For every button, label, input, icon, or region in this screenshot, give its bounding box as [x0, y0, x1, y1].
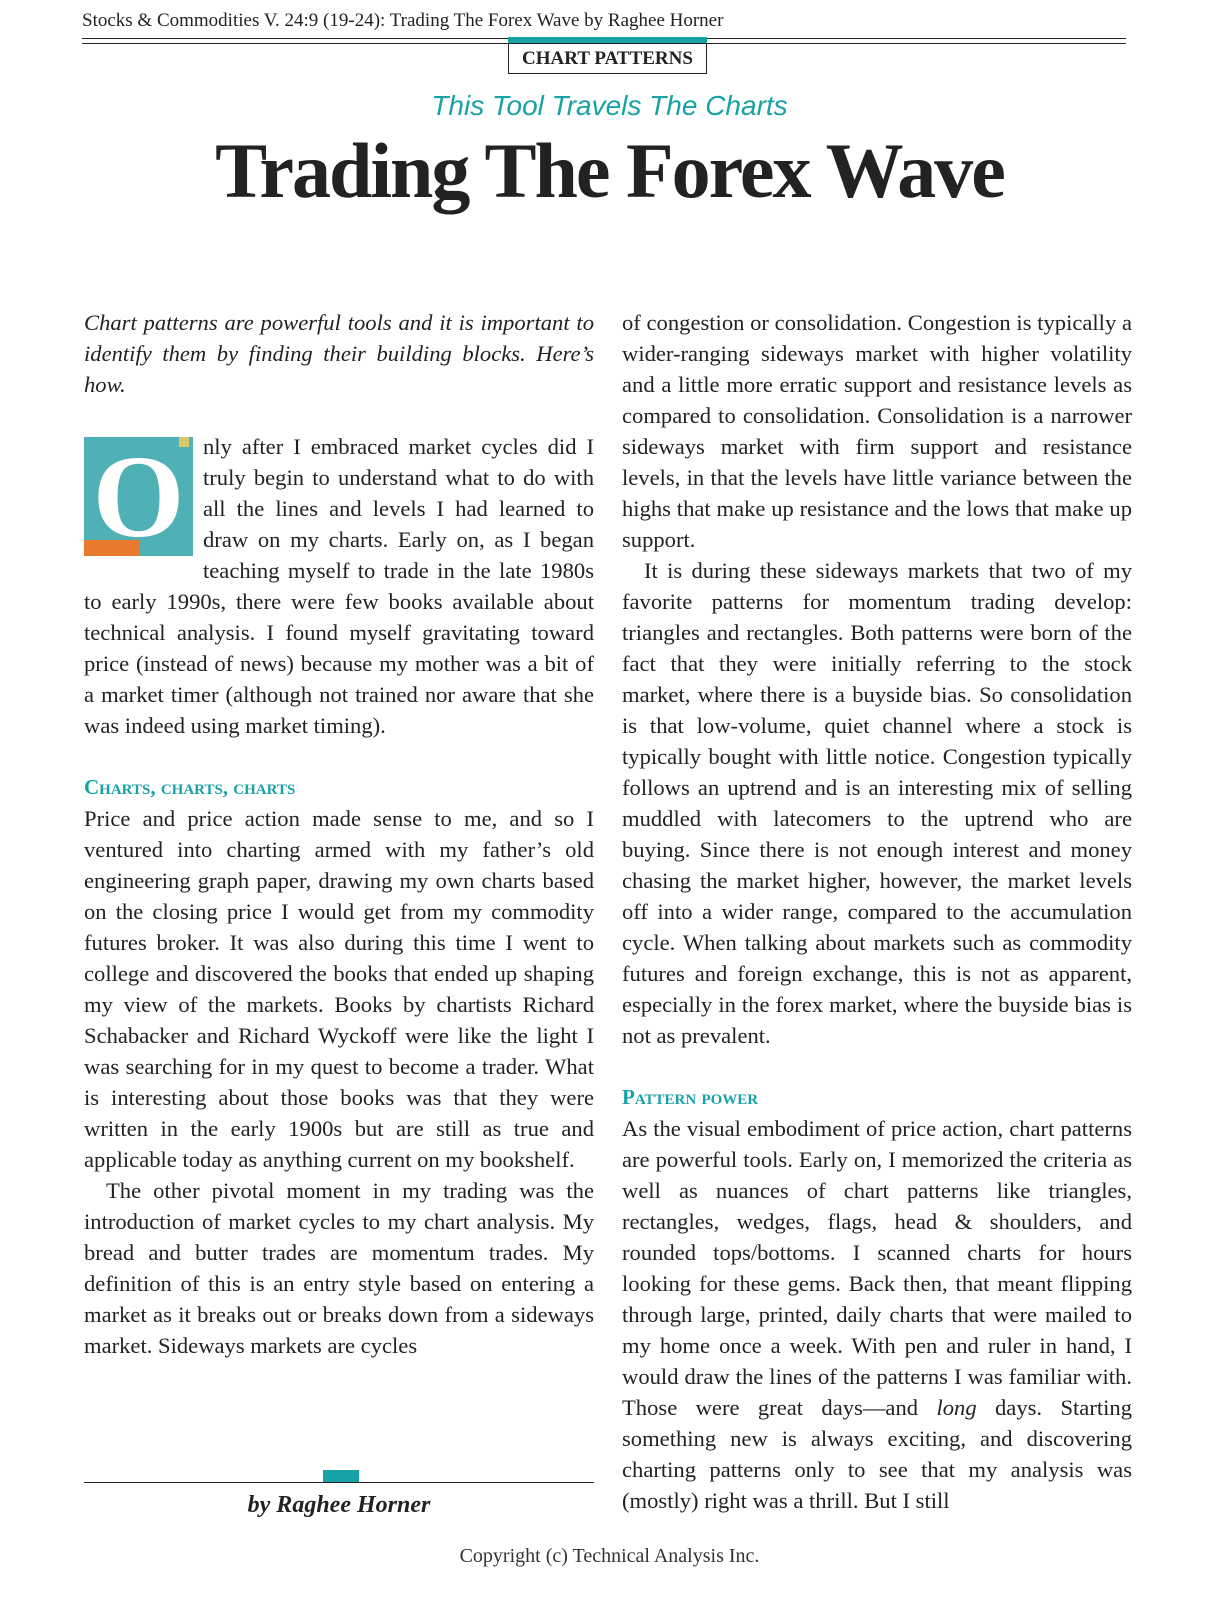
article-title: Trading The Forex Wave — [215, 127, 1004, 214]
body-paragraph — [622, 1113, 1132, 1516]
left-column — [84, 307, 594, 1361]
section-label: CHART PATTERNS — [508, 43, 707, 74]
right-column — [622, 307, 1132, 1516]
byline-rule — [84, 1482, 594, 1483]
body-paragraph: It is during these sideways markets that two of my favorite patterns for momentum trading develop: triangles and rectangles. Both patterns were born of the fact that they were initially referring to the stock market, where there is a buyside bias. So consolidation is that low-volume, quiet channel where a stock is typically bought with little notice. Congestion typically follows an uptrend and is an interesting mix of selling muddled with latecomers to the uptrend who are buying. Since there is not enough interest and money chasing the market higher, however, the market levels off into a wider range, compared to the accumulation cycle. When talking about markets such as commodity futures and foreign exchange, this is not as apparent, especially in the forex market, where the buyside bias is not as prevalent. — [622, 558, 1132, 1048]
drop-cap — [84, 437, 193, 556]
body-paragraph: The other pivotal moment in my trading was the introduction of market cycles to my chart analysis. My bread and butter trades are momentum trades. My definition of this is an entry style based on entering a market as it breaks out or breaks down from a sideways market. Sideways markets are cycles — [84, 1178, 594, 1358]
body-paragraph: of congestion or consolidation. Congestion is typically a wider-ranging sideways market with higher volatility and a little more erratic support and resistance levels as compared to consolidation. Consolidation is a narrower sideways market with firm support and resistance levels, in that the levels have little variance between the highs that make up resistance and the lows that make up support. — [622, 310, 1132, 552]
byline-accent-mark — [323, 1470, 359, 1482]
drop-cap-letter: O — [92, 437, 185, 556]
running-head: Stocks & Commodities V. 24:9 (19-24): Trading The Forex Wave by Raghee Horner — [82, 10, 724, 31]
emphasis-text: long — [936, 1395, 977, 1420]
article-deck: This Tool Travels The Charts — [431, 90, 788, 121]
opening-paragraph-text: nly after I embraced market cycles did I truly begin to understand what to do with all the lines and levels I had learned to draw on my charts. Early on, as I began teaching myself to trade in the late 1980s to early 1990s, there were few books available about technical analysis. I found myself gravitating toward price (instead of news) because my mother was a bit of a market timer (although not trained nor aware that she was indeed using market timing). — [84, 434, 594, 738]
copyright-footer: Copyright (c) Technical Analysis Inc. — [459, 1545, 760, 1567]
byline: by Raghee Horner — [247, 1492, 431, 1518]
section-heading-charts: Charts, charts, charts — [84, 775, 296, 799]
body-paragraph: Price and price action made sense to me, and so I ventured into charting armed with my father’s old engineering graph paper, drawing my own charts based on the closing price I would get from my commodity futures broker. It was also during this time I went to college and discovered the books that ended up shaping my view of the markets. Books by chartists Richard Schabacker and Richard Wyckoff were like the light I was searching for in my quest to become a trader. What is interesting about those books was that they were written in the early 1900s but are still as true and applicable today as anything current on my bookshelf. — [84, 806, 594, 1172]
article-lead: Chart patterns are powerful tools and it is important to identify them by finding their building blocks. Here’s how. — [84, 310, 594, 397]
section-heading-pattern-power: Pattern power — [622, 1085, 759, 1109]
body-text: days. Starting something new is always exciting, and discovering charting patterns only to see that my analysis was (mostly) right was a thrill. But I still — [622, 1395, 1133, 1513]
body-text: As the visual embodiment of price action, chart patterns are powerful tools. Early on, I memorized the criteria as well as nuances of chart patterns like triangles, rectangles, wedges, flags, head & shoulders, and rounded tops/bottoms. I scanned charts for hours looking for these gems. Back then, that meant flipping through large, printed, daily charts that were mailed to my home once a week. With pen and ruler in hand, I would draw the lines of the patterns I was familiar with. Those were great days—and — [622, 1116, 1132, 1420]
opening-paragraph — [84, 431, 594, 741]
